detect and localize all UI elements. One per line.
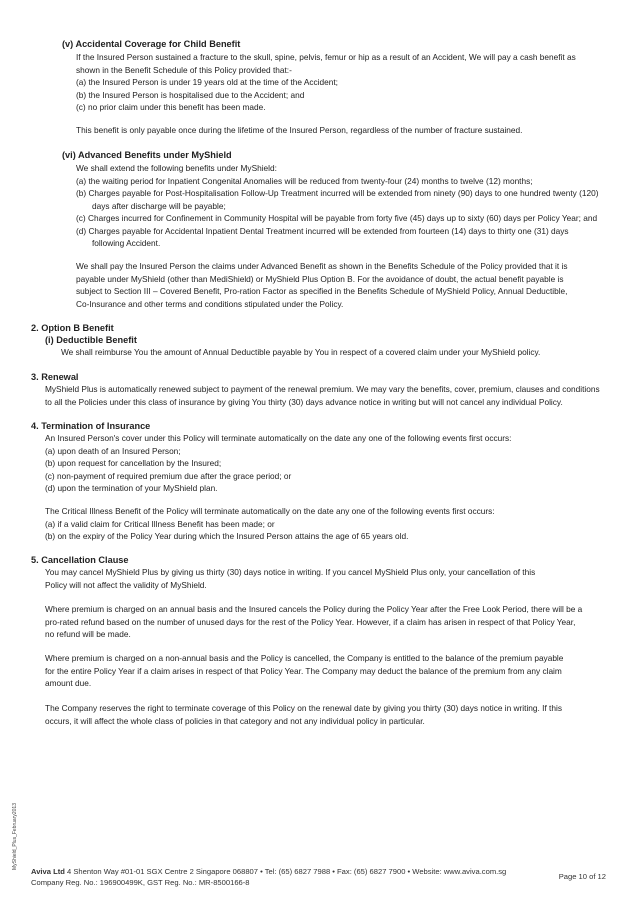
section-v-note: This benefit is only payable once during the lifetime of the Insured Person, regardless of the number of fracture sustained.	[76, 125, 523, 135]
text-line: Where premium is charged on a non-annual basis and the Policy is cancelled, the Company is entitled to the balance of the premium payable	[45, 653, 564, 663]
section-2-text: We shall reimburse You the amount of Annual Deductible payable by You in respect of a covered claim under your MyShield policy.	[61, 347, 541, 357]
text-line: If the Insured Person sustained a fracture to the skull, spine, pelvis, femur or hip as a result of an Accident, We will pay a cash benefit as	[76, 52, 576, 62]
company-address: 4 Shenton Way #01-01 SGX Centre 2 Singapore 068807 • Tel: (65) 6827 7988 • Fax: (65) 6827 7900 • Website: www.aviva.com.sg	[67, 867, 507, 876]
list-item: (b) Charges payable for Post-Hospitalisation Follow-Up Treatment incurred will be extended from ninety (90) days to one hundred twenty (120)	[76, 188, 599, 198]
text-line: for the entire Policy Year if a claim arises in respect of that Policy Year. The Company may deduct the balance of the premium from any claim	[45, 665, 562, 676]
text-line: The Critical Illness Benefit of the Policy will terminate automatically on the date any one of the following events first occurs:	[45, 506, 495, 516]
text-line: to all the Policies under this class of insurance by giving You thirty (30) days advance notice in writing but will not cancel any individual Policy.	[45, 396, 563, 407]
section-3-body	[45, 383, 600, 408]
list-item: following Accident.	[92, 238, 161, 248]
list-item: (d) Charges payable for Accidental Inpatient Dental Treatment incurred will be extended from fourteen (14) days to thirty one (31) days	[76, 225, 569, 236]
section-5-p3	[45, 652, 563, 690]
section-4-body	[45, 432, 511, 495]
section-vi-title: (vi) Advanced Benefits under MyShield	[62, 150, 232, 160]
footer-address-line	[31, 866, 506, 877]
section-5-title: 5. Cancellation Clause	[31, 555, 129, 565]
text-line: amount due.	[45, 678, 92, 688]
text-line: An Insured Person's cover under this Policy will terminate automatically on the date any one of the following events first occurs:	[45, 433, 512, 443]
section-3-title: 3. Renewal	[31, 372, 79, 382]
list-item: (d) upon the termination of your MyShield plan.	[45, 483, 218, 493]
text-line: occurs, it will affect the whole class of policies in that category and not any individual policy in particular.	[45, 715, 425, 726]
text-line: We shall extend the following benefits under MyShield:	[76, 163, 277, 173]
list-item: (b) upon request for cancellation by the Insured;	[45, 458, 222, 468]
section-2-subtitle: (i) Deductible Benefit	[45, 335, 137, 345]
list-item: (b) on the expiry of the Policy Year during which the Insured Person attains the age of 65 years old.	[45, 531, 409, 541]
list-item: (c) non-payment of required premium due after the grace period; or	[45, 470, 292, 481]
company-registration: Company Reg. No.: 196900499K, GST Reg. No.: MR-8500166-8	[31, 878, 250, 887]
section-5-p4	[45, 702, 562, 727]
section-v-title: (v) Accidental Coverage for Child Benefit	[62, 39, 241, 49]
text-line: Where premium is charged on an annual basis and the Insured cancels the Policy during the Policy Year after the Free Look Period, there will be a	[45, 604, 583, 614]
footer	[31, 866, 506, 888]
section-v-body	[76, 51, 576, 114]
document-version-label: MyShield_Plus_February2013	[12, 803, 18, 870]
list-item: (a) upon death of an Insured Person;	[45, 445, 181, 456]
list-item: (c) no prior claim under this benefit has been made.	[76, 102, 266, 112]
page-number: Page 10 of 12	[558, 872, 606, 881]
text-line: We shall pay the Insured Person the claims under Advanced Benefit as shown in the Benefits Schedule of the Policy provided that it is	[76, 261, 568, 271]
text-line: MyShield Plus is automatically renewed subject to payment of the renewal premium. We may vary the benefits, cover, premium, clauses and conditions	[45, 384, 600, 394]
section-vi-paragraph	[76, 260, 568, 310]
section-vi-body	[76, 162, 599, 250]
text-line: no refund will be made.	[45, 629, 131, 639]
list-item: (a) if a valid claim for Critical Illness Benefit has been made; or	[45, 518, 275, 529]
text-line: payable under MyShield (other than MediShield) or MyShield Plus Option B. For the avoidance of doubt, the actual benefit payable is	[76, 273, 564, 284]
list-item: (c) Charges incurred for Confinement in Community Hospital will be payable from forty five (45) days up to sixty (60) days per Policy Year; and	[76, 213, 598, 223]
list-item: (a) the Insured Person is under 19 years old at the time of the Accident;	[76, 77, 338, 87]
text-line: subject to Section III – Covered Benefit, Pro-ration Factor as specified in the Benefits Schedule of MyShield Policy, Annual Deductible,	[76, 286, 568, 296]
list-item: days after discharge will be payable;	[92, 200, 226, 211]
text-line: shown in the Benefit Schedule of this Policy provided that:-	[76, 64, 292, 75]
text-line: You may cancel MyShield Plus by giving us thirty (30) days notice in writing. If you cancel MyShield Plus only, your cancellation of this	[45, 567, 536, 577]
section-2-title: 2. Option B Benefit	[31, 323, 114, 333]
company-name: Aviva Ltd	[31, 867, 65, 876]
text-line: Policy will not affect the validity of MyShield.	[45, 579, 207, 590]
text-line: pro-rated refund based on the number of unused days for the rest of the Policy Year. However, if a claim has arisen in respect of that Policy Year,	[45, 616, 576, 627]
text-line: The Company reserves the right to terminate coverage of this Policy on the renewal date by giving you thirty (30) days notice in writing. If this	[45, 703, 562, 713]
text-line: Co-Insurance and other terms and conditions stipulated under the Policy.	[76, 298, 344, 309]
list-item: (b) the Insured Person is hospitalised due to the Accident; and	[76, 89, 305, 100]
section-5-p1	[45, 566, 535, 591]
list-item: (a) the waiting period for Inpatient Congenital Anomalies will be reduced from twenty-four (24) months to twelve (12) months;	[76, 175, 533, 186]
section-5-p2	[45, 603, 582, 641]
section-4-ci	[45, 505, 495, 543]
section-4-title: 4. Termination of Insurance	[31, 421, 151, 431]
